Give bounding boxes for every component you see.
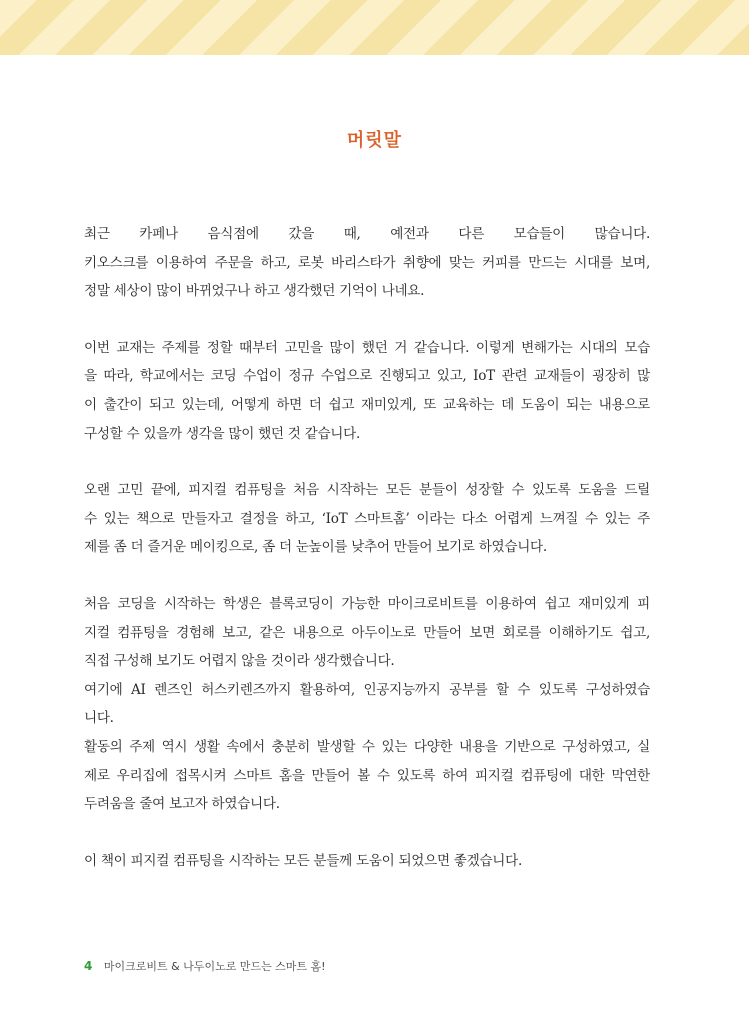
page-number: 4 [84,959,93,973]
text-line: 구성할 수 있을까 생각을 많이 했던 것 같습니다. [84,425,360,442]
paragraph-5 [84,847,650,876]
text-line: 수 있는 책으로 만들자고 결정을 하고, ‘IoT 스마트홈’ 이라는 다소 어렵게 느껴질 수 있는 주 [84,510,650,527]
text-line: 직접 구성해 보기도 어렵지 않을 것이라 생각했습니다. [84,653,395,670]
page-title: 머릿말 [346,130,403,151]
text-line: 활동의 주제 역시 생활 속에서 충분히 발생할 수 있는 다양한 내용을 기반으로 구성하였고, 실 [84,738,650,755]
text-line: 최근 카페나 음식점에 갔을 때, 예전과 다른 모습들이 많습니다. [84,226,650,242]
text-line: 키오스크를 이용하여 주문을 하고, 로봇 바리스타가 취향에 맞는 커피를 만드는 시대를 보며, [84,254,650,271]
top-decorative-band [0,0,749,55]
paragraph-4 [84,590,650,819]
text-line: 두려움을 줄여 보고자 하였습니다. [84,796,280,813]
text-line: 니다. [84,710,114,727]
text-line: 지컬 컴퓨팅을 경험해 보고, 같은 내용으로 아두이노로 만들어 보면 회로를 이해하기도 쉽고, [84,624,650,641]
text-line: 이번 교재는 주제를 정할 때부터 고민을 많이 했던 거 같습니다. 이렇게 변해가는 시대의 모습 [84,339,650,356]
page-footer [84,958,326,974]
text-line: 제를 좀 더 즐거운 메이킹으로, 좀 더 눈높이를 낮추어 만들어 보기로 하였습니다. [84,539,547,556]
text-line: 을 따라, 학교에서는 코딩 수업이 정규 수업으로 진행되고 있고, IoT 관련 교재들이 굉장히 많 [84,368,650,385]
book-title: 마이크로비트 & 나두이노로 만드는 스마트 홈! [103,960,326,973]
text-line: 오랜 고민 끝에, 피지컬 컴퓨팅을 처음 시작하는 모든 분들이 성장할 수 있도록 도움을 드릴 [84,482,650,499]
paragraph-1 [84,220,650,306]
text-line: 제로 우리집에 접목시켜 스마트 홈을 만들어 볼 수 있도록 하여 피지컬 컴퓨팅에 대한 막연한 [84,767,650,784]
text-line: 처음 코딩을 시작하는 학생은 블록코딩이 가능한 마이크로비트를 이용하여 쉽고 재미있게 피 [84,595,650,612]
paragraph-3 [84,476,650,562]
text-line: 여기에 AI 렌즈인 허스키렌즈까지 활용하여, 인공지능까지 공부를 할 수 있도록 구성하였습 [84,681,650,698]
text-line: 이 책이 피지컬 컴퓨팅을 시작하는 모든 분들께 도움이 되었으면 좋겠습니다. [84,852,522,869]
preface-body [84,220,650,875]
text-line: 정말 세상이 많이 바뀌었구나 하고 생각했던 기억이 나네요. [84,283,425,300]
paragraph-2 [84,334,650,448]
text-line: 이 출간이 되고 있는데, 어떻게 하면 더 쉽고 재미있게, 또 교육하는 데 도움이 되는 내용으로 [84,396,650,413]
